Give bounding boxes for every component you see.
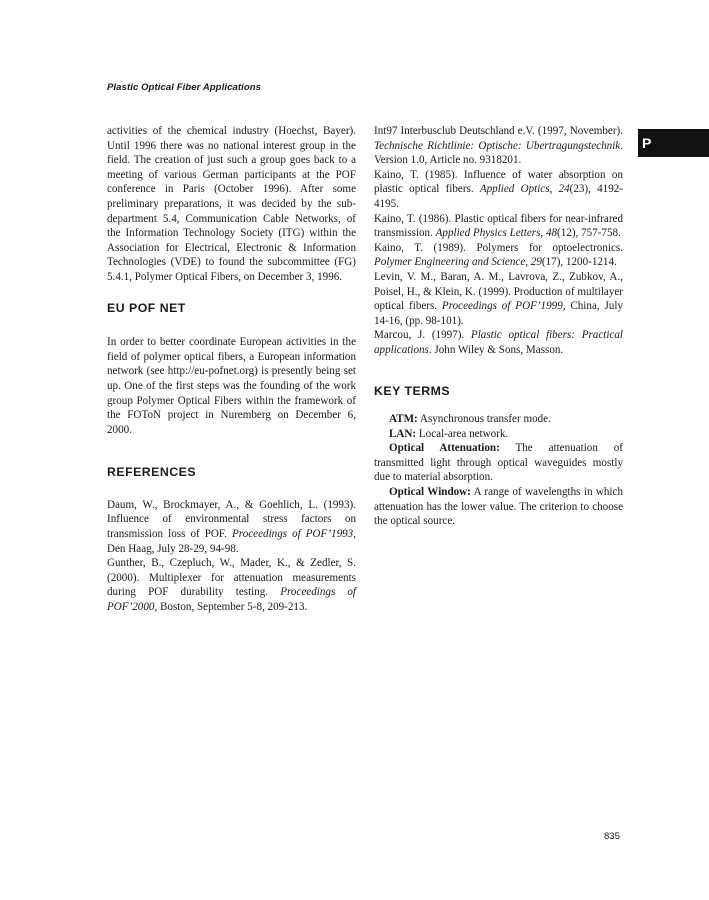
left-column [107, 124, 356, 615]
reference-entry: Int97 Interbusclub Deutschland e.V. (1997, November). Technische Richtlinie: Optische: Ubertragungstechnik. Version 1.0, Article no. 9318201. [374, 125, 623, 167]
key-term-entry: Optical Attenuation: The attenuation of transmitted light through optical waveguides mostly due to material absorption. [374, 442, 623, 484]
key-terms-heading: KEY TERMS [374, 383, 451, 398]
reference-entry: Kaino, T. (1986). Plastic optical fibers for near-infrared transmission. Applied Physics Letters, 48(12), 757-758. [374, 212, 623, 240]
right-column [374, 124, 623, 529]
reference-entry: Kaino, T. (1985). Influence of water absorption on plastic optical fibers. Applied Optics, 24(23), 4192-4195. [374, 168, 623, 210]
intro-paragraph: activities of the chemical industry (Hoechst, Bayer). Until 1996 there was no national interest group in the field. The creation of just such a group goes back to a meeting of various German participants at the POF conference in Paris (October 1996). After some preliminary preparations, it was decided by the sub-department 5.4, Communication Cable Networks, of the Information Technology Society (ITG) within the Association for Electrical, Electronic & Information Technologies (VDE) to found the subcommittee (FG) 5.4.1, Polymer Optical Fibers, on December 3, 1996. [107, 125, 356, 283]
key-term-entry: LAN: Local-area network. [389, 427, 509, 440]
reference-entry: Gunther, B., Czepluch, W., Mader, K., & Zedler, S. (2000). Multiplexer for attenuation measurements during POF durability testing. Proceedings of POF’2000, Boston, September 5-8, 209-213. [107, 557, 356, 614]
running-head: Plastic Optical Fiber Applications [107, 82, 262, 93]
reference-entry: Levin, V. M., Baran, A. M., Lavrova, Z., Zubkov, A., Poisel, H., & Klein, K. (1999). Production of multilayer optical fibers. Proceedings of POF’1999, China, July 14-16, (pp. 98-101). [374, 270, 623, 327]
reference-entry: Daum, W., Brockmayer, A., & Goehlich, L. (1993). Influence of environmental stress factors on transmission loss of POF. Proceedings of POF’1993, Den Haag, July 28-29, 94-98. [107, 498, 357, 555]
page-number: 835 [604, 831, 620, 842]
eu-pof-net-paragraph: In order to better coordinate European activities in the field of polymer optical fibers, a European information network (see http://eu-pofnet.org) is presently being set up. One of the first steps was the founding of the work group Polymer Optical Fibers within the framework of the FOToN project in Nuremberg on December 6, 2000. [107, 336, 356, 436]
section-tab-marker: P [638, 129, 709, 157]
eu-pof-net-heading: EU POF NET [107, 300, 186, 315]
key-term-entry: ATM: Asynchronous transfer mode. [389, 413, 551, 426]
reference-entry: Kaino, T. (1989). Polymers for optoelectronics. Polymer Engineering and Science, 29(17), 1200-1214. [374, 241, 623, 269]
key-term-entry: Optical Window: A range of wavelengths in which attenuation has the lower value. The criterion to choose the optical source. [374, 486, 623, 528]
references-heading: REFERENCES [107, 465, 197, 480]
reference-entry: Marcou, J. (1997). Plastic optical fibers: Practical applications. John Wiley & Sons, Masson. [374, 329, 623, 356]
